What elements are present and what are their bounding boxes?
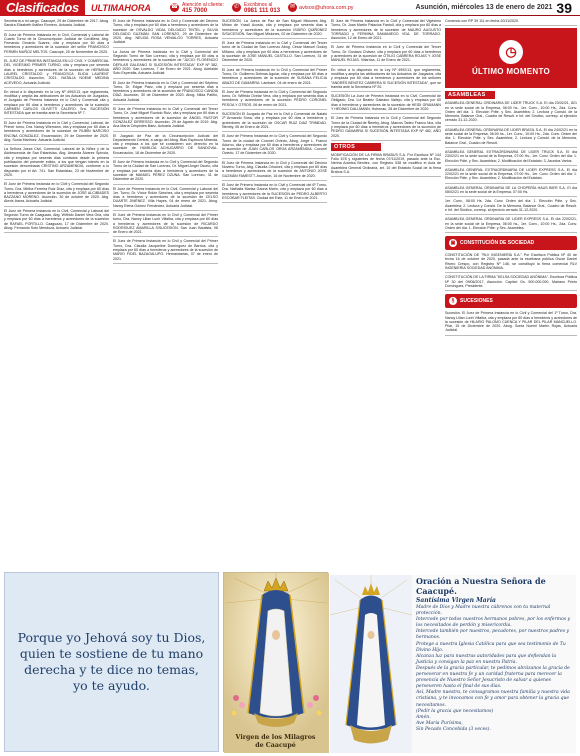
phone-label: Atención al cliente: [182,1,224,8]
prayer-line: Madre de Dios y Madre nuestra cúbrenos con tu maternal protección. [416,605,551,617]
column-2 [113,19,218,566]
notice: MODIFICACIÓN DE LA FIRMA BRABUS S.A. Por Escritura Nº 144 Folio 678 y siguientes de fecha 07/11/2019, pasado ante la Esc. Nerina Arantxa Benítez, con Registro 538 se modificó el Acta de Asamblea General Ordinaria, art. 10 del Estatuto Social de la firma Brabus S.A. [331,153,441,177]
notice: El Juez de Primera Instancia en lo Civil y Comercial del Vigésimo Turno, Dr. Juan Martín Palacios Fantoli, cita y emplaza por 60 días a herederos y acreedores de la sucesión de MAURO AUGUSTO TORRADO y FERMINA SAMANIEGO VDA. DE TORRADO. Asunción, 12 de Enero de 2021. [331,19,441,43]
section-header-otros: OTROS [331,143,381,151]
notice: El Juzgado de Paz de la Circunscripción Judicial del Departamento Central, a cargo del Abog. Blas Espinoza Miranda, cita y emplaza a los que se consideren con derecho en la sucesión de HUMILDA ACHUCARRO DE SANDOVAL. Encarnación, 18 de Diciembre de 2020. [113,134,218,158]
notice: El Juez de Primera Instancia en lo Civil y Comercial del Primer Turno, Dr. Guillermo Delmas Aguiar, cita y emplaza por 60 días a herederos y acreedores de la sucesión de SUSANA FELICIA ABAZO DE GAMARRA. Lambaré, 04 de enero de 2021. [222,68,327,88]
scroll-icon: § [449,297,457,305]
phone-number: 415 7000 [182,7,208,14]
whatsapp-label: Escribinos al [243,1,273,8]
notice: Comercio con RP 39 111 en fecha 20/11/2020. [445,19,577,26]
notice: SUCESIÓN El Juzgado de Paz en lo Civil y Comercial de Nataló 2º Armando Sosa, cita y emplaza por 60 días a herederos y acreedores de la sucesión de OSCAR RUIZ DIAZ TRINIDAD. Ñemby, 06 de Enero de 2021. [222,112,327,132]
notice: SUCESIÓN. La Jueza de Paz de San Miguel Misiones Abg. Mirian de Ycasil Acosta, cita y emplaza por sesenta días a herederos y acreedores de la sucesión ISIDRO QUIÑONEZ S/SUCESIÓN. San Miguel Misiones, 02 de Diciembre de 2020. [222,19,327,39]
notice: SUCESIÓN La Juez de Primera Instancia en lo Civil, Comercial de Obligado, Dra. Liz Beatriz Galeano Vallejo, cita y emplaza por 60 días a herederos y acreedores de la sucesión de HEIDI GRAMANN Y HEDWIG DALLMANN. Hohenau, 28 de Diciembre de 2020. [331,94,441,114]
prayer-line: Intercede también por nuestros, pecadores, por nuestros padres y hermanos. [416,629,570,641]
bible-verse-text: Porque yo Jehová soy tu Dios, quien te sostiene de tu mano derecha y te dice no temas, yo te ayudo. [17,630,206,693]
virgin-image [223,572,328,752]
alarm-clock-icon: ◷ [499,40,523,64]
notice: Sucesión. El Juez de Primera Instancia en lo Civil y Comercial del 1º Turno, Dra. Nancy Lilian Lunh Villalba, cita y emplaza por 60 días a herederos y acreedores de la sucesión de HILARIO PALOMO CUENCA Y PILAR DEL PILAR MANCUELLO. Pilar, 15 de Diciembre de 2020. Abog. Sonia Noemí Martín Rojas, Actuaria Judicial. [445,311,577,335]
ultimo-momento-box [445,28,577,88]
prayer-line: Amén. [416,714,431,720]
page-header [0,0,580,16]
notice: En virtud a lo dispuesto en la Ley Nº 4992/13, que reglamenta, modifica y amplía las atribuciones de los Actuarios de Juzgados, cita y emplaza por 60 días a herederos y acreedores de los señores "ANDRÉS BENITEZ CABRERA S/ SUCESIÓN INTESTADA", que se tramita ante la Secretaría Nº 20. [331,68,441,92]
column-3 [222,19,327,566]
whatsapp-contact [232,2,280,14]
prayer-box [330,575,576,753]
section-title: Clasificados [0,0,85,16]
notice: El Juez de Primera Instancia en lo Civil y Comercial del Tercer Turno, Dr. Gustavo Chávez, cita y emplaza por 60 días a herederos y acreedores de la sucesión de OTILIO CABRERA ROJAS Y JOSE MANUEL ROJAS. Villarrica, 11 de Enero de 2021. [331,45,441,65]
brand-logo: ULTIMAHORA [91,2,151,13]
page-number: 39 [556,0,572,16]
whatsapp-number: 0981 111 013 [243,7,281,14]
section-header-asambleas: ASAMBLEAS [445,91,495,99]
notice: El Juez de Primera Instancia en lo Civil y Comercial del Segundo Turno de la ciudad de Coronel Oviedo, Abog. Jorge L. Franco Adorno, cita y emplaza por 60 días a herederos y acreedores de la sucesión de JUAN CARLOS ORGA ARZAMENDIA. Coronel Oviedo, 17 de Diciembre de 2020. [222,134,327,158]
prayer-subtitle: Santísima Virgen María [416,597,496,604]
notice: El Juez de Primera Instancia en lo Civil y Comercial del 6º Turno, Dra. Nathalia Marisa Gaona Marín, cita y emplaza por 60 días a herederos y acreedores de la SUCESIÓN de PEDRO ALBERTO ESCOBAR FLEITAS. Ciudad del Este, 11 de Enero de 2021. [222,183,327,203]
column-4 [331,19,441,566]
phone-icon: ☎ [170,4,179,10]
virgin-caption: Virgen de los Milagros de Caacupé [235,734,316,749]
notice: Secretaría a mi cargo. Caacupé, 29 de Diciembre de 2017. Abog. Sandra Elizabeth Ibáñez Romero, Actuaria Judicial. [4,19,109,31]
prayer-line: (Pedir la gracia que necesitamos) [416,708,494,714]
notice: El Juez de Primera Instancia en lo Civil, Comercial y Laboral del 1er. Turno, Dr. Víctor Rolón Sánchez, cita y emplaza por sesenta días a herederos y acreedores de la sucesión de CELSO DUARTE JIMÉNEZ. Villa Hayes, 04 de enero de 2021. Abog. Nancy Elena Gómez Fernández, Actuaria Judicial. [113,187,218,211]
prayer-line: Después de la gracia particular, te pedimos abrázanos la gracia de perseverar en nuestra fe y un caridad fraterna para merecer la presencia de Nuestro Señor Jesucristo de salvar a quienes perseveren hasta el final de sus días. [416,665,570,690]
notice: El Juez de Primera Instancia en lo Civil, Comercial y Laboral del Segundo Turno de Caaguazú, Abg. Wilfrido Daniel Vera Oria, cita y emplaza por 60 días a herederos y acreedores de la sucesión de RAFAEL PORTILLO. Caaguazú, 17 de Diciembre de 2020. Abog. Fernando Soto Mendoza, Actuario Judicial. [4,209,109,233]
virgin-portrait-icon [330,575,412,753]
prayer-line: Intercede por todos nuestros hermanos pobres, por los enfermos y los necesitados de perdón y misericordia. [416,617,571,629]
notice: El Juez de Primera Instancia en lo Civil y Comercial, Laboral, de Primer turno, Dra. Nancy Wiemann, cita y emplaza por 60 días a herederos y acreedores de la sucesión de RUBÍN NARCISO ENCINA GONZÁLEZ. Encarnación, 29 de Diciembre de 2020. Abg. Sonia Martínez, Actuaria Judicial. [4,121,109,145]
notice: 1er. Conv., 08:00 Hs. 2da. Conv. Orden del día: 1. Elección Pdte. y Sec. Asamblea; 2. Lectura y Consid. De la Memoria, Balance Gral., Cuadro de Result. e Inf. del Síndico, corresp. al ejercicio cerrado 31-12-2020. [445,199,577,215]
notice: CONSTITUCIÓN DE "RLV INGENIERÍA S.A." Por Escritura Pública Nº 40 de fecha 16 de octubre de 2020, pasada ante la escribana pública Oscar Daniel Rivero Crespo, con Registro Nº 146, se constituyó la firma comercial RLV INGENIERÍA SOCIEDAD ANÓNIMA. [445,253,577,273]
notice: El Juez de Primera Instancia en lo Civil y Comercial del Tercer turno de la Ciudad de San Lorenzo Abog. César Manuel Godoy Miñarro, cita y emplaza por 60 días a herederos y acreedores de la sucesión de JOSE MANUEL CASTILLO. San Lorenzo, 31 de Diciembre de 2020. [222,41,327,65]
notice: El Juez de Primera Instancia en lo Civil y Comercial del Tercer Turno, Dr. José Miguel Ruotolo Ruiz, cita y emplaza por 60 días a herederos y acreedores de la sucesión de ÁNGEL PASTOR GONZÁLEZ DIRRESSO. Asunción, 29 de Agosto de 2019. Abg. Ana María Céspedes Báez, Actuaria Judicial. [113,107,218,131]
notice: El Juez de Primera Instancia en lo Civil y Comercial del Segundo Turno de la Ciudad de San Lorenzo, Dr. Miguel Angel Osorio, cita y emplaza por sesenta días a herederos y acreedores de la sucesión de MANUEL PÉREZ OZUNA. San Lorenzo, 31 de Diciembre de 2020. [113,160,218,184]
notice: ASAMBLEA GENERAL ORDINARIA DE LA CHOPERÍA HAUS BIER S.A. El día 08/02/21 en la sede social de la Empresa, 07:00 Hs. [445,186,577,198]
email-icon: ✉ [290,4,296,10]
notice: ASAMBLEA GENERAL ORDINARIA DE LIDER BRASIL S.A. El día 24/02/21 en la sede social de la Empresa, 06:00 hs., 1er. Conv., 10:00 Hs., 2da. Conv. Orden del día: 1. Elección Pdte. y Sec. Asamblea; 2. Lectura y Consid. de la Memoria, Balance Gral., Cuadro de Result. [445,128,577,148]
email-contact [288,3,354,12]
issue-date: Asunción, miércoles 13 de enero de 2021 [415,4,553,11]
notice: El Juez de Primera Instancia en lo Civil y Comercial del Segundo Turno de la Ciudad de Ñemby, Abog. Marcos Tadeo Franco Noz, cita y emplaza por 60 días a herederos y acreedores de la sucesión de PEDRO GAMARRA S/ SUCESIÓN INTESTADA EXP Nº 482, AÑO 2020. [331,116,441,140]
column-1 [4,19,109,566]
prayer-line: Protege a nuestra Iglesia Católica para que sea testimonio de Tu Divino Hijo. [416,641,566,653]
notice: El Juez de Primera Instancia en lo Civil y Comercial del Segundo turno, Dr. Wilfrido Ovelar Vera, cita y emplaza por sesenta días a herederos y acreedores de la sucesión PEDRO CORONEL PESOA Y OTROS. 06 de enero de 2021. [222,90,327,110]
building-icon: ▣ [450,240,456,247]
notice: El Juez de Primera Instancia en lo Civil y Comercial del Primer Turno, Dra. Claudia Jacqueline Domínguez de Barrios, cita y emplaza por 60 días a herederos y acreedores de la sucesión de MARIO FIDEL BAZAGALUPO. Hernandarias, 07 de enero de 2021. [113,239,218,263]
prayer-line: Así, Madre nuestra, te consagramos nuestra familia y nuestra vida cristiana, y te invocamos con fe y amor para obtener la gracia que necesitamos. [416,690,570,708]
notice: El Juez de Primera Instancia en lo Civil y Comercial del Décimo Noveno Turno, Abg. Claudia Criscioni, cita y emplaza por 60 días a herederos y acreedores de la sucesión de ANTONIO JOSÉ GUZMÁN FAMESTT. Asunción, 16 de Noviembre de 2020. [222,161,327,181]
notice: CONSTITUCIÓN DE LA FIRMA "KELSA SOCIEDAD ANÓNIMA". Escritura Pública Nº 30 del 09/06/2017, Asunción. Capital: Gs. 500.000.000. Mariano Prieto Domínguez, Presidente. [445,275,577,291]
email-address: avisos@uhora.com.py [299,4,354,11]
notice: ASAMBLEA GENERAL ORDINARIA DE LIDER TRUCK S.A. El día 23/02/21, 821 en la sede social de la Empresa, 06:00 hs., 1er. Conv., 10:00 Hs., 2da. Conv. Orden del día: 1. Elección Pdte. y Sec. Asamblea; 2. Lectura y Consid. de la Memoria, Balance Gral., Cuadro de Result. e Inf. del Síndico, corresp. al ejercicio cerrado 31-12-2020. [445,101,577,125]
notice: ASAMBLEA GENERAL EXTRAORDINARIA DE LIDER EXPRESS S.A. El día 22/02/21 en la sede social de la Empresa, 07:00 Hs., 1er. Conv. Orden del día: 1. Elección Pdte. y Sec. Asamblea; 2. Modificación del Estatuto. [445,168,577,184]
prayer-title: Oración a Nuestra Señora de Caacupé. [416,576,546,596]
section-header-constitucion: ▣ CONSTITUCIÓN DE SOCIEDAD [445,236,577,250]
prayer-line: Sin Pecado Concebida (3 veces). [416,726,491,732]
notice: En virtud a lo dispuesto en la Ley Nº 4992/13, que reglamenta, modifica y amplía las atribuciones de los Actuarios de Juzgados, el Juzgado de Primera Instancia en lo Civil y Comercial cita y emplaza por 60 días a herederos y acreedores de la sucesión CARMEN CARLOS OLIVETTI CALERO. Sra. SUCESIÓN INTESTADA que se tramita ante la Secretaría Nº 7. [4,90,109,119]
column-5 [445,19,577,609]
ultimo-momento-label: ÚLTIMO MOMENTO [471,67,551,77]
section-header-sucesiones: § SUCESIONES [445,294,577,308]
notice: La Jueza de Primera Instancia en lo Civil y Comercial del Segundo Turno de San Lorenzo, cita y emplaza por 60 días a herederos y acreedores de la sucesión de "JUCIO: FLORENCIO DEFILAR GALEANO S/ SUCESIÓN INTESTADA" EXP Nº 382, AÑO 2020. San Lorenzo, 7 de Enero de 2021. Abog. Adelaide Soto Esperidia, Actuaria Judicial. [113,50,218,79]
prayer-line: Alcanza luz para nuestras autoridades para que defiendan la Justicia y consigan la paz en nuestra Patria. [416,653,557,665]
notice: ASAMBLEA GENERAL EXTRAORDINARIA DE LIDER TRUCK S.A. El día 23/02/21 en la sede social de la Empresa, 07:00 Hs., 1er. Conv. Orden del día: 1. Elección Pdte. y Sec. Asamblea; 2. Modificación del Estatuto; 3. Asuntos Varios. [445,150,577,166]
notice: EL JUEZ DE PRIMERA INSTANCIA EN LO CIVIL Y COMERCIAL DEL VIGÉSIMO PRIMER TURNO, cita y emplaza por sesenta días a herederos y acreedores de la sucesión de HERMINIA LAUREL CRISTALDO y FRANCISCA ELIDA LAURENT CRISTALDO. Asunción, 2021. NATALIA NOEMÍ MEDINA ACEVEDO, Actuaria Judicial. [4,59,109,88]
notice: La Señora Jueza Civil, Comercial, Laboral de la Niñez y de la Adolescencia de San Estanislao, Abg. Amanda Álvarez Spinola, cita y emplaza por sesenta días contados desde la primera publicación del presente edicto, a los que tengan interés en la sucesión denominada CRISTINO ARZAMENDIA, conforme a lo dispuesto por el Art. 741. San Estanislao, 23 de Noviembre de 2020. [4,147,109,180]
notice: El Juez de Primera Instancia en lo Civil y Comercial del Décimo Turno, cita y emplaza por 60 días a herederos y acreedores de la sucesión de OSVALDO VIDAL DELGADO TINTEL y SILVIA DELGADO GUZMÁN. SAN LORENZO, 29 de Diciembre de 2020. Abg. NELIDA ROSA VENIALGO TORRES, Actuaria Judicial. [113,19,218,48]
whatsapp-icon: ✆ [233,4,239,10]
notice: El Juez de Primera Instancia en lo Civil, Comercial y Laboral de Cuarto Turno de la Circunscripción Judicial de Cordillera, Abg. Fernando Gerardo Suarez, cita y emplaza por 60 días a herederos y acreedores de la sucesión del señor FRANCISCO FERMÍN MUÑOZ MELTOS. Caacupé, 25 de Noviembre de 2020. [4,33,109,57]
notice: El Juez de Primera Instancia en lo Civil y Comercial del Primer turno, Dra. Nancy Lilian Lunh Villalba, cita y emplaza por 60 días a herederos y acreedores de la sucesión de RICARDO RODRÍGUEZ AMARILLA S/SUCESIÓN. San Juan Bautista, 06 de Enero de 2021. [113,213,218,237]
notice: ASAMBLEA GENERAL ORDINARIA DE LIDER EXPRESS S.A. El día 22/02/21, en la sede social de la Empresa, 06:00 hs., 1er. Conv., 10:00 Hs., 2da. Conv. Orden del día: 1. Elección Pdte. y Sec. Asamblea. [445,217,577,233]
phone-contact [170,2,224,14]
notice: El Juez de Primera Instancia en lo Civil y Comercial del Segundo Turno, Dra. Mirtha Ferreira Ruiz Díaz, cita y emplaza por 60 días a herederos y acreedores de la sucesión de JOSÉ ALCIBÍADES BAZZANO MORENO. Asunción, 30 de octubre de 2020. Abg. Alexis Ibarra, Actuaria Judicial. [4,182,109,206]
bible-verse-banner [4,572,219,752]
prayer-line: Ave María Purísima, [416,720,463,726]
notice: El Juez de Primera Instancia en lo Civil y Comercial del Séptimo Turno, Dr. Edgar Paez, cita y emplaza por sesenta días a herederos y acreedores de la sucesión de FRANCISCO CANDIA DÍAZ. Asunción, 30 de Diciembre de 2020. Abog. Nilda Patiño, Actuaria Judicial. [113,81,218,105]
virgin-illustration [224,573,329,753]
